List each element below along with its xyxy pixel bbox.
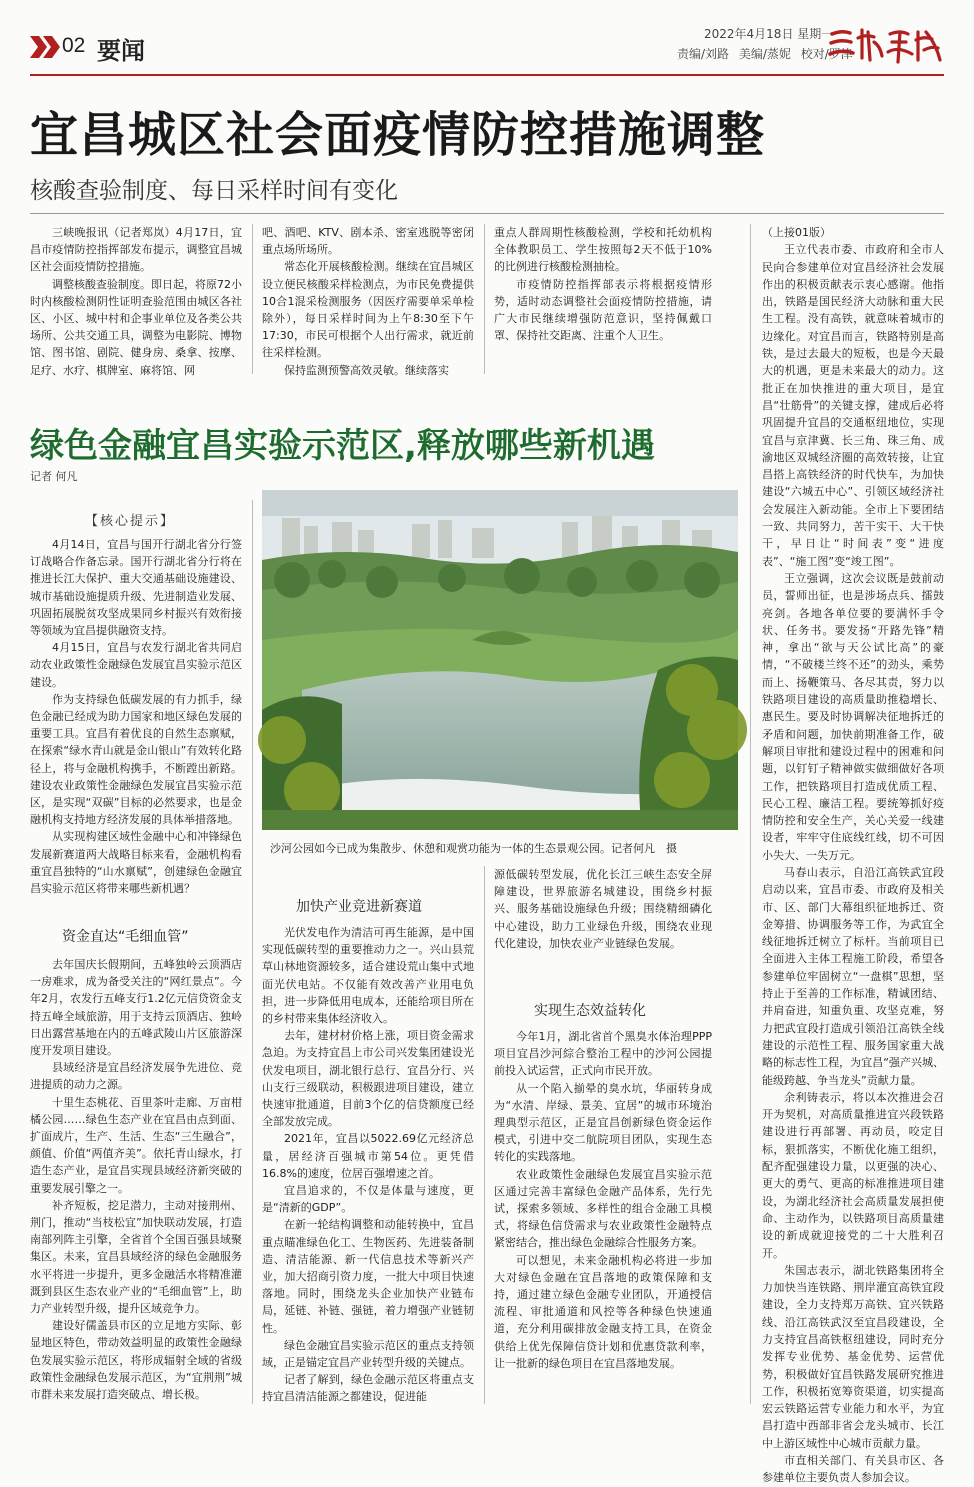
paragraph: 县域经济是宜昌经济发展争先进位、竞进提质的动力之源。	[30, 1061, 242, 1092]
main-subheadline: 核酸查验制度、每日采样时间有变化	[30, 178, 398, 204]
article2-column-2	[262, 924, 474, 1406]
paragraph: 调整核酸查验制度。即日起，将原72小时内核酸检测阴性证明查验范围由城区各社区、小区、城中村和企事业单位及各类公共场所、公共交通工具，调整为电影院、博物馆、图书馆、剧院、健身房、桑拿、按摩、足疗、水疗、棋牌室、麻将馆、网	[30, 277, 242, 377]
column-divider	[484, 224, 485, 374]
article1-column-3	[494, 224, 712, 344]
paragraph: 常态化开展核酸检测。继续在宜昌城区设立便民核酸采样检测点，为市民免费提供10合1混采检测服务（因医疗需要单采单检除外），每日采样时间为上午8:30至下午17:30，市民可根据个人出行需求，就近前往采样检测。	[262, 260, 474, 360]
subhead-industry: 加快产业竞进新赛道	[296, 899, 422, 915]
paragraph: 重点人群周期性核酸检测，学校和托幼机构全体教职员工、学生按照每2天不低于10%的比例进行核酸检测抽检。	[494, 226, 712, 274]
paragraph: 宜昌追求的，不仅是体量与速度，更是“清新的GDP”。	[262, 1184, 474, 1215]
section-name: 要闻	[97, 37, 145, 65]
paragraph: 记者了解到，绿色金融示范区将重点支持宜昌清洁能源之都建设，促进能	[262, 1373, 474, 1404]
paragraph: 作为支持绿色低碳发展的有力抓手，绿色金融已经成为助力国家和地区绿色发展的重要工具。宜昌有着优良的自然生态禀赋，在探索“绿水青山就是金山银山”有效转化路径上，将与金融机构携手，不断蹚出新路。建设农业政策性金融绿色发展宜昌实验示范区，是实现“双碳”目标的必然要求，也是金融机构支持地方经济发展的具体举措落地。	[30, 692, 242, 827]
continuation-marker: （上接01版）	[762, 226, 831, 239]
article1-column-1	[30, 224, 242, 379]
paragraph: 市疫情防控指挥部表示将根据疫情形势，适时动态调整社会面疫情防控措施，请广大市民继续增强防范意识，坚持佩戴口罩、保持社交距离、注重个人卫生。	[494, 277, 712, 343]
paragraph: 源低碳转型发展，优化长江三峡生态安全屏障建设，世界旅游名城建设，围绕乡村振兴、服务基础设施绿色升级；围绕精细磷化中心建设，助力工业绿色升级，围绕农业现代化建设，加快农业产业链绿色发展。	[494, 868, 712, 950]
paragraph: 王立代表市委、市政府和全市人民向合参建单位对宜昌经济社会发展作出的积极贡献表示衷心感谢。他指出，铁路是国民经济大动脉和重大民生工程。没有高铁，就意味着城市的边缘化。对宜昌而言，铁路特别是高铁，是过去最大的短板，也是今天最大的机遇，更是未来最大的动力。这批正在加快推进的重大项目，是宜昌“壮筋骨”的关键支撑，建成后必将巩固提升宜昌的交通枢纽地位，实现宜昌与京津冀、长三角、珠三角、成渝地区双城经济圈的高效转接，让宜昌搭上高铁经济的时代快车，为加快建设“六城五中心”、引领区域经济社会发展注入新动能。全市上下要团结一致、共同努力，苦干实干、大干快干，早日让“时间表”变“进度表”、“施工图”变“竣工图”。	[762, 243, 944, 568]
paragraph: 保持监测预警高效灵敏。继续落实	[284, 363, 449, 377]
header-rule	[30, 74, 944, 76]
title-rule	[30, 213, 944, 214]
page-header	[0, 0, 974, 82]
paragraph: 4月15日，宜昌与农发行湖北省共同启动农业政策性金融绿色发展宜昌实验示范区建设。	[30, 641, 242, 689]
paragraph: 马春山表示，自沿江高铁武宜段启动以来，宜昌市委、市政府及相关市、区、部门大幕组织征地拆迁、资金筹措、协调服务等工作，为武宜全线征地拆迁树立了标杆。当前项目已全面进入主体工程施工阶段，希望各参建单位牢固树立“一盘棋”思想，坚持止于至善的工作标准，精诚团结、并肩奋进，知重负重、攻坚克难，努力把武宜段打造成引领沿江高铁全线建设的示范性工程、服务国家重大战略的标志性工程，为宜昌“强产兴城、能级跨越、争当龙头”贡献力量。	[762, 865, 944, 1087]
paragraph: 光伏发电作为清洁可再生能源，是中国实现低碳转型的重要推动力之一。兴山县荒草山林地资源较多，适合建设荒山集中式地面光伏电站。不仅能有效改善产业用电负担，进一步降低用电成本，还能给项目所在的乡村带来集体经济收入。	[262, 926, 474, 1026]
paragraph: 农业政策性金融绿色发展宜昌实验示范区通过完善丰富绿色金融产品体系，先行先试，探索多领域、多样性的组合金融工具模式，将绿色信贷需求与农业政策性金融特点紧密结合，推出绿色金融综合性服务方案。	[494, 1167, 712, 1250]
paragraph: 从一个陷入揃晕的臭水坑，华丽转身成为“水清、岸绿、景美、宜居”的城市环境治理典型示范区，正是宜昌创新绿色资金运作模式，引进中交二航院项目团队，实现生态转化的实践落地。	[494, 1081, 712, 1164]
paragraph: 从实现构建区域性金融中心和冲锋绿色发展新赛道两大战略目标来看，金融机构看重宜昌独特的“山水禀赋”，创建绿色金融宜昌实验示范区将带来哪些新机遇？	[30, 830, 242, 896]
article1-column-2	[262, 224, 474, 379]
issue-date: 2022年4月18日 星期一	[704, 27, 834, 41]
right-column-article	[762, 224, 944, 1487]
column-divider	[750, 224, 751, 1404]
paragraph: 4月14日，宜昌与国开行湖北省分行签订战略合作备忘录。国开行湖北省分行将在推进长江大保护、重大交通基础设施建设、城市基础设施提质升级、先进制造业发展、巩固拓展脱贫攻坚成果同乡村振兴有效衔接等领域为宜昌提供融资支持。	[30, 538, 242, 638]
core-tips-label: 【核心提示】	[85, 514, 176, 529]
article2-column-1	[30, 536, 242, 897]
page-number: 02	[62, 34, 86, 57]
paragraph: 2021年，宜昌以5022.69亿元经济总量，居经济百强城市第54位。更凭借16.8%的速度，位居百强增速之首。	[262, 1132, 474, 1180]
article2-headline: 绿色金融宜昌实验示范区,释放哪些新机遇	[30, 426, 655, 466]
newspaper-logo	[828, 24, 944, 66]
paragraph: 在新一轮结构调整和动能转换中，宜昌重点瞄准绿色化工、生物医药、先进装备制造、清洁能源、新一代信息技术等新兴产业，加大招商引资力度，一批大中项目快速落地。同时，围绕龙头企业加快产业链布局，延链、补链、强链，着力增强产业链韧性。	[262, 1218, 474, 1335]
paragraph: 十里生态桃花、百里茶叶走廊、万亩柑橘公园……绿色生态产业在宜昌由点到面、扩面成片，生产、生活、生态“三生融合”，颜值、价值“两值齐美”。依托青山绿水，打造生态产业，是宜昌实现县域经济新突破的重要发展引擎之一。	[30, 1095, 242, 1195]
paragraph: 王立强调，这次会议既是鼓前动员，誓师出征，也是涉场点兵、擂鼓亮剑。各地各单位要的要满怀手令状、任务书。要发扬“开路先锋”精神，拿出“欲与天公试比高”的豪情，“不破楼兰终不还”的劲头，乘势而上、扬鞭策马、各尽其责，努力以铁路项目建设的高质量助推稳增长、惠民生。要及时协调解决征地拆迁的矛盾和问题，加快前期准备工作，破解项目审批和建设过程中的困难和问题，以钉钉子精神做实做细做好各项工作，把铁路项目打造成优质工程、民心工程、廉洁工程。要统筹抓好疫情防控和安全生产，关心关爱一线建设者，牢牢守住底线红线，切不可因小失大、一失万元。	[762, 571, 944, 862]
paragraph: 可以想见，未来金融机构必将进一步加大对绿色金融在宜昌落地的政策保障和支持，通过建立绿色金融专业团队，开通授信流程、审批通道和风控等各种绿色快速通道，充分利用碳排放金融支持工具，在资金供给上优先保障信贷计划和优惠贷款利率，让一批新的绿色项目在宜昌落地发展。	[494, 1253, 712, 1370]
shahe-park-photo	[262, 490, 738, 830]
paragraph: 三峡晚报讯（记者郑岚）4月17日，宜昌市疫情防控指挥部发布提示，调整宜昌城区社会面疫情防控措施。	[30, 226, 242, 274]
paragraph: 补齐短板，挖足潜力，主动对接荆州、荆门，推动“当枝松宜”加快联动发展，打造南部列阵主引擎，全省首个全国百强县域聚集区。未来，宜昌县域经济的绿色金融服务水平将进一步提升，更多金融活水将精准灌溉到县区生态农业产业的“毛细血管”上，助力产业转型升级，提升区域竞争力。	[30, 1198, 242, 1316]
paragraph: 去年，建材材价格上涨，项目资金需求急迫。为支持宜昌上市公司兴发集团建设光伏发电项目，湖北银行总行、宜昌分行、兴山支行三级联动，积极跟进项目建设，建立快速审批通道，目前3个亿的信贷额度已经全部发放完成。	[262, 1029, 474, 1129]
subhead-capital: 资金直达“毛细血管”	[62, 929, 189, 945]
article2-column-3	[494, 866, 712, 952]
paragraph: 吧、酒吧、KTV、剧本杀、密室逃脱等密闭重点场所场所。	[262, 226, 474, 257]
paragraph: 余利铸表示，将以本次推进会召开为契机，对高质量推进宜兴段铁路建设进行再部署、再动员，咬定目标，狠抓落实，不断优化施工组织，配齐配强建设力量，以更强的决心、更大的勇气、更高的标准推进项目建设，为湖北经济社会高质量发展担使命、主动作为，以铁路项目高质量建设的新成就迎接党的二十大胜利召开。	[762, 1090, 944, 1260]
article2-column-1-lower	[30, 956, 242, 1403]
article2-byline: 记者 何凡	[30, 470, 78, 483]
page-arrow-icon	[30, 36, 64, 58]
paragraph: 市直相关部门、有关县市区、各参建单位主要负责人参加会议。	[762, 1454, 944, 1485]
main-headline: 宜昌城区社会面疫情防控措施调整	[30, 107, 766, 163]
column-divider	[252, 500, 253, 1404]
column-divider	[252, 224, 253, 374]
article2-column-3-lower	[494, 1028, 712, 1372]
subhead-eco: 实现生态效益转化	[534, 1003, 646, 1019]
paragraph: 今年1月，湖北省首个黑臭水体治理PPP项目宜昌沙河綜合整治工程中的沙河公园提前投入试运营，正式向市民开放。	[494, 1030, 712, 1078]
paragraph: 建设好儒盖县市区的立足地方实际、彰显地区特色，带动效益明显的政策性金融绿色发展实验示范区，将形成辐射全域的省级政策性金融绿色发展示范区，为“宜荆荆”城市群未来发展打造突破点、增长极。	[30, 1319, 242, 1402]
paragraph: 朱国志表示，湖北铁路集团将全力加快当连铁路、荆岸灌宜高铁宜段建设，全力支持郑万高铁、宜兴铁路线、沿江高铁武汉至宜昌段建设，全力支持宜昌高铁枢纽建设，同时充分发挥专业优势、基金优势、运营优势，积极做好宜昌铁路发展研究推进工作，积极拓宽筹资渠道，切实提高宏云铁路运营专业能力和水平，为宜昌打造中西部非省会龙头城市、长江中上游区域性中心城市贡献力量。	[762, 1263, 944, 1450]
column-divider	[484, 866, 485, 1404]
editors-line: 责编/刘路 美编/蒸妮 校对/罗津	[677, 47, 853, 61]
photo-caption: 沙河公园如今已成为集散步、休憩和观赏功能为一体的生态景观公园。记者何凡 摄	[270, 842, 677, 855]
paragraph: 绿色金融宜昌实验示范区的重点支持领域，正是锚定宜昌产业转型升级的关键点。	[262, 1338, 474, 1370]
paragraph: 去年国庆长假期间，五峰独岭云顶酒店一房难求，成为备受关注的“网红景点”。今年2月，农发行五峰支行1.2亿元信贷资金支持五峰全域旅游，用于支持云顶酒店、独岭日出露营基地在内的五峰武陵山片区旅游深度开发项目建设。	[30, 958, 242, 1058]
